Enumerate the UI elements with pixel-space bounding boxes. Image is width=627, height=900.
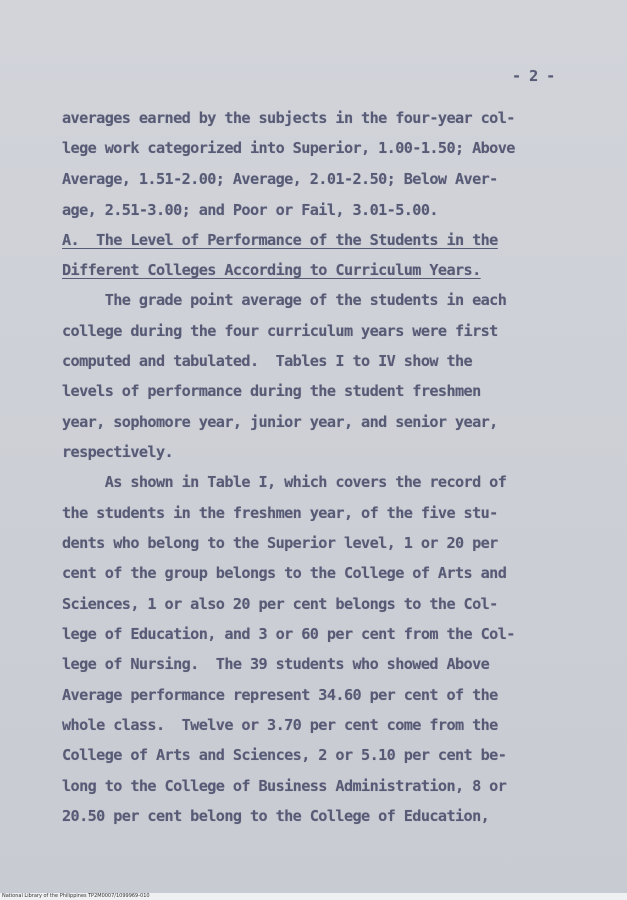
section-heading-line-1: A. The Level of Performance of the Students in the (62, 231, 498, 249)
text-line-23: long to the College of Business Administration, 8 or (62, 777, 507, 795)
text-line-2: lege work categorized into Superior, 1.00-1.50; Above (62, 139, 515, 157)
text-line-18: lege of Education, and 3 or 60 per cent from the Col- (62, 625, 515, 643)
footer-library-label: National Library of the Philippines (2, 893, 87, 899)
page-number: - 2 - (512, 67, 555, 85)
text-line-15: dents who belong to the Superior level, 1 or 20 per (62, 534, 498, 552)
text-line-9: computed and tabulated. Tables I to IV show the (62, 352, 473, 370)
text-line-12: respectively. (62, 443, 174, 461)
section-heading-line-2: Different Colleges According to Curriculum Years. (62, 261, 481, 279)
text-line-3: Average, 1.51-2.00; Average, 2.01-2.50; Below Aver- (62, 170, 498, 188)
text-line-4: age, 2.51-3.00; and Poor or Fail, 3.01-5.00. (62, 201, 438, 219)
text-line-13: As shown in Table I, which covers the record of (62, 473, 507, 491)
text-line-11: year, sophomore year, junior year, and senior year, (62, 413, 498, 431)
text-line-20: Average performance represent 34.60 per cent of the (62, 686, 498, 704)
text-line-7: The grade point average of the students in each (62, 291, 507, 309)
text-line-10: levels of performance during the student freshmen (62, 382, 481, 400)
text-line-16: cent of the group belongs to the College of Arts and (62, 564, 507, 582)
text-line-1: averages earned by the subjects in the four-year col- (62, 109, 515, 127)
scan-footer (0, 893, 627, 900)
text-line-24: 20.50 per cent belong to the College of Education, (62, 807, 490, 825)
text-line-8: college during the four curriculum years were first (62, 322, 498, 340)
footer-id-label: TP2M0007/1099969-010 (88, 893, 150, 899)
text-line-21: whole class. Twelve or 3.70 per cent come from the (62, 716, 498, 734)
text-line-19: lege of Nursing. The 39 students who showed Above (62, 655, 490, 673)
text-line-14: the students in the freshmen year, of the five stu- (62, 504, 498, 522)
text-line-22: College of Arts and Sciences, 2 or 5.10 per cent be- (62, 746, 507, 764)
text-line-17: Sciences, 1 or also 20 per cent belongs to the Col- (62, 595, 498, 613)
